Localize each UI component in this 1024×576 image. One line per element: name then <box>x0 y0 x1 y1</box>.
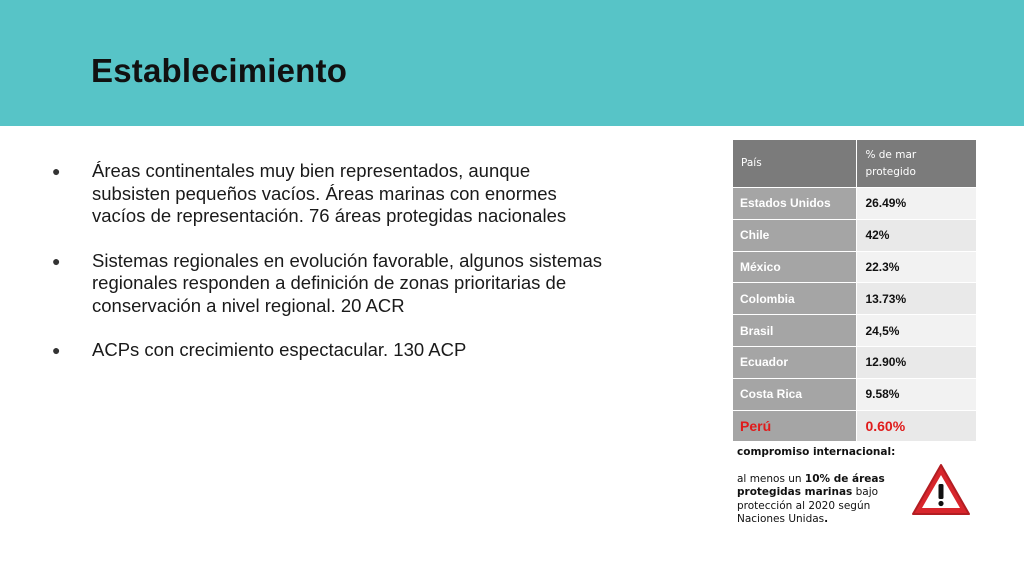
cell-country: Estados Unidos <box>733 188 857 220</box>
cell-value: 0.60% <box>857 410 977 442</box>
note-bold-text: 10% de áreas protegidas marinas <box>737 472 885 498</box>
note-text: bajo protección al 2020 según Naciones Unidas <box>737 486 879 525</box>
bullet-item <box>52 160 612 228</box>
cell-country: Costa Rica <box>733 378 857 410</box>
cell-value: 26.49% <box>857 188 977 220</box>
marine-protection-table <box>732 139 977 442</box>
cell-value: 9.58% <box>857 378 977 410</box>
cell-country: Perú <box>733 410 857 442</box>
note-body <box>737 473 907 527</box>
table-row <box>733 251 977 283</box>
cell-value: 12.90% <box>857 346 977 378</box>
table-row <box>733 219 977 251</box>
cell-country: Colombia <box>733 283 857 315</box>
slide-title: Establecimiento <box>91 52 348 89</box>
bullet-list <box>52 160 612 384</box>
bullet-dot: ● <box>52 252 61 269</box>
warning-triangle-icon <box>910 462 972 518</box>
header-country: País <box>733 140 857 188</box>
table-row <box>733 188 977 220</box>
table-row <box>733 283 977 315</box>
bullet-dot: ● <box>52 163 61 179</box>
table-header-row <box>733 140 977 188</box>
table-row <box>733 315 977 347</box>
note-heading: compromiso internacional: <box>737 446 896 458</box>
bullet-item <box>52 339 612 362</box>
note-text: al menos un <box>737 472 805 485</box>
cell-country: Brasil <box>733 315 857 347</box>
table-row <box>733 346 977 378</box>
cell-value: 13.73% <box>857 283 977 315</box>
bullet-text: Sistemas regionales en evolución favorable, algunos sistemas regionales responden a definición de zonas prioritarias de conservación a nivel regional. 20 ACR <box>92 249 603 316</box>
note-bold-text: . <box>824 513 829 525</box>
bullet-dot: ● <box>52 342 61 358</box>
cell-country: México <box>733 251 857 283</box>
cell-value: 22.3% <box>857 251 977 283</box>
table-row-highlight-peru <box>733 410 977 442</box>
bullet-item <box>52 250 612 318</box>
bullet-text: ACPs con crecimiento espectacular. 130 ACP <box>92 339 467 360</box>
bullet-text: Áreas continentales muy bien representados, aunque subsisten pequeños vacíos. Áreas marinas con enormes vacíos de representación. 76 áreas protegidas nacionales <box>92 160 567 226</box>
cell-value: 24,5% <box>857 315 977 347</box>
cell-value: 42% <box>857 219 977 251</box>
table-row <box>733 378 977 410</box>
cell-country: Ecuador <box>733 346 857 378</box>
cell-country: Chile <box>733 219 857 251</box>
header-percent: % de mar protegido <box>857 140 977 188</box>
international-commitment-note <box>737 446 907 527</box>
